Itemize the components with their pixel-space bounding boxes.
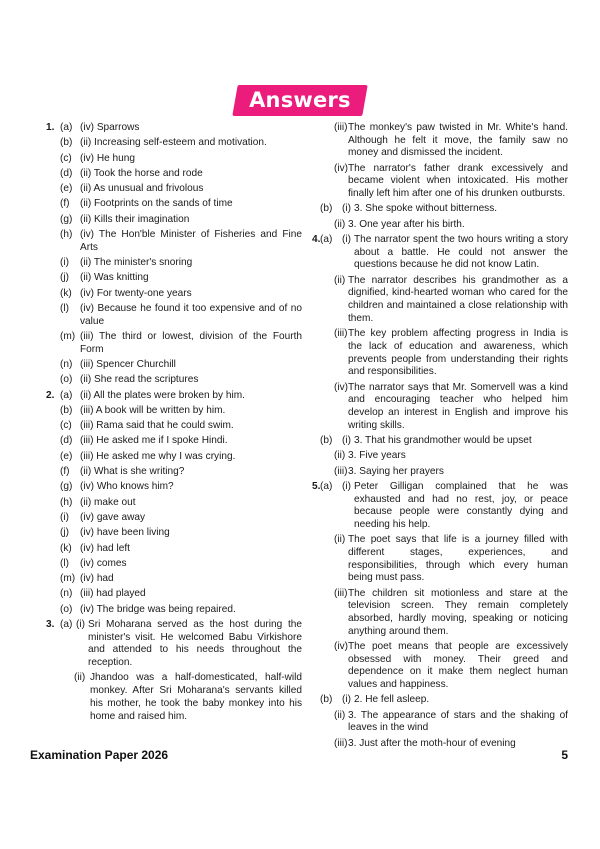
part-label: (a) bbox=[320, 234, 333, 245]
footer-title: Examination Paper 2026 bbox=[30, 748, 169, 762]
answers-heading: Answers bbox=[249, 88, 351, 112]
subpart-label: (iii) bbox=[334, 465, 348, 477]
answer-item bbox=[312, 203, 568, 216]
answer-text: (ii) She read the scriptures bbox=[80, 374, 199, 386]
part-label: (n) bbox=[60, 588, 73, 600]
question-number: 2. bbox=[46, 389, 55, 401]
part-label: (j) bbox=[60, 527, 69, 539]
subpart-label: (i) bbox=[342, 203, 351, 215]
part-label: (g) bbox=[60, 481, 73, 493]
part-label: (i) bbox=[60, 257, 69, 269]
answer-item bbox=[312, 481, 568, 532]
subpart-label: (i) bbox=[76, 619, 85, 631]
answer-item bbox=[312, 328, 568, 379]
answer-item bbox=[46, 137, 302, 150]
answer-text: (iv) The Hon'ble Minister of Fisheries and Fine Arts bbox=[80, 229, 302, 253]
answer-item bbox=[312, 163, 568, 201]
answer-item bbox=[312, 234, 568, 272]
part-label: (a) bbox=[60, 122, 73, 133]
subpart-label: (iii) bbox=[334, 587, 348, 599]
answer-item bbox=[46, 588, 302, 601]
answer-item bbox=[312, 738, 568, 751]
part-label: (n) bbox=[60, 358, 73, 370]
subpart-label: (iv) bbox=[334, 641, 349, 653]
part-label: (a) bbox=[60, 389, 73, 401]
answer-item bbox=[46, 303, 302, 328]
answer-text: The narrator's father drank excessively and became violent when intoxicated. His mother finally left him after one of his drunken outbursts. bbox=[348, 162, 568, 200]
answer-item bbox=[46, 153, 302, 166]
answer-item bbox=[46, 183, 302, 196]
answer-text: (iv) The bridge was being repaired. bbox=[80, 603, 236, 615]
answer-text: (iii) had played bbox=[80, 588, 146, 600]
answer-item bbox=[312, 710, 568, 735]
part-label: (i) bbox=[60, 511, 69, 523]
answer-item bbox=[312, 534, 568, 585]
answer-item bbox=[46, 198, 302, 211]
subpart-label: (iv) bbox=[334, 162, 349, 174]
answer-text: The monkey's paw twisted in Mr. White's hand. Although he felt it move, the family saw no money and dismissed the incident. bbox=[348, 122, 568, 159]
part-label: (f) bbox=[60, 198, 70, 210]
answer-item bbox=[46, 527, 302, 540]
part-label: (e) bbox=[60, 450, 73, 462]
page-number: 5 bbox=[561, 748, 568, 762]
answer-item bbox=[312, 435, 568, 448]
answers-left-column bbox=[46, 122, 302, 726]
title-banner bbox=[0, 85, 600, 116]
answer-item bbox=[46, 466, 302, 479]
answer-item bbox=[46, 257, 302, 270]
answer-item bbox=[46, 672, 302, 723]
answer-item bbox=[46, 481, 302, 494]
subpart-label: (iii) bbox=[334, 737, 348, 749]
part-label: (j) bbox=[60, 272, 69, 284]
part-label: (b) bbox=[320, 434, 333, 446]
answer-text: (ii) Kills their imagination bbox=[80, 213, 190, 225]
answer-item bbox=[46, 288, 302, 301]
answer-text: (iv) had bbox=[80, 573, 114, 585]
answer-item bbox=[46, 374, 302, 387]
answer-text: 3. Five years bbox=[348, 450, 406, 462]
part-label: (o) bbox=[60, 374, 73, 386]
answer-text: (iv) comes bbox=[80, 557, 127, 569]
answer-text: 3. One year after his birth. bbox=[348, 218, 465, 230]
answer-text: (ii) Increasing self-esteem and motivation. bbox=[80, 137, 267, 149]
answer-item bbox=[46, 573, 302, 586]
part-label: (c) bbox=[60, 152, 72, 164]
answer-item bbox=[46, 619, 302, 670]
answer-item bbox=[312, 219, 568, 232]
answer-text: (iii) Rama said that he could swim. bbox=[80, 420, 234, 432]
answer-text: (ii) All the plates were broken by him. bbox=[80, 389, 245, 401]
part-label: (b) bbox=[60, 137, 73, 149]
answer-item bbox=[312, 122, 568, 160]
answer-text: The narrator describes his grandmother as a dignified, kind-hearted woman who cared for the children and maintained a close relationship with them. bbox=[348, 274, 568, 324]
answer-item bbox=[46, 405, 302, 418]
part-label: (k) bbox=[60, 542, 72, 554]
subpart-label: (iv) bbox=[334, 381, 349, 393]
answer-text: (iv) have been living bbox=[80, 527, 170, 539]
answer-text: (iii) He asked me if I spoke Hindi. bbox=[80, 435, 228, 447]
question-number: 1. bbox=[46, 122, 55, 133]
answer-item bbox=[46, 229, 302, 254]
answer-item bbox=[46, 604, 302, 617]
answer-text: (iv) For twenty-one years bbox=[80, 287, 192, 299]
answer-item bbox=[46, 435, 302, 448]
answer-item bbox=[46, 168, 302, 181]
question-number: 4. bbox=[312, 234, 321, 245]
answer-text: Peter Gilligan complained that he was exhausted and had no rest, joy, or peace because people were constantly dying and needing his help. bbox=[354, 480, 568, 530]
subpart-label: (ii) bbox=[334, 450, 346, 462]
answer-text: The narrator says that Mr. Somervell was a kind and encouraging teacher who helped him develop an interest in English and improve his writing skills. bbox=[348, 381, 568, 431]
part-label: (k) bbox=[60, 287, 72, 299]
subpart-label: (ii) bbox=[334, 709, 346, 721]
answer-text: (iii) The third or lowest, division of the Fourth Form bbox=[80, 330, 302, 355]
question-number: 5. bbox=[312, 480, 321, 492]
answers-right-column bbox=[312, 122, 568, 753]
subpart-label: (ii) bbox=[334, 274, 346, 286]
part-label: (a) bbox=[60, 619, 73, 631]
answer-item bbox=[312, 382, 568, 433]
part-label: (g) bbox=[60, 213, 73, 225]
part-label: (l) bbox=[60, 302, 69, 314]
answer-text: (ii) Footprints on the sands of time bbox=[80, 198, 233, 210]
answer-text: (iv) Who knows him? bbox=[80, 481, 174, 493]
answer-text: (ii) The minister's snoring bbox=[80, 257, 193, 269]
subpart-label: (i) bbox=[342, 234, 351, 245]
answer-item bbox=[46, 272, 302, 285]
answer-item bbox=[312, 450, 568, 463]
answer-item bbox=[46, 359, 302, 372]
answer-item bbox=[46, 331, 302, 356]
answer-text: (ii) As unusual and frivolous bbox=[80, 183, 204, 195]
answer-text: (ii) What is she writing? bbox=[80, 466, 185, 478]
subpart-label: (i) bbox=[342, 434, 351, 446]
answer-item bbox=[46, 390, 302, 403]
answer-text: (iv) had left bbox=[80, 542, 130, 554]
answers-heading-box bbox=[232, 85, 367, 116]
part-label: (d) bbox=[60, 435, 73, 447]
answer-text: Sri Moharana served as the host during the minister's visit. He welcomed Babu Virkishore and attended to his needs throughout the reception. bbox=[88, 619, 302, 669]
answer-item bbox=[46, 214, 302, 227]
part-label: (b) bbox=[320, 694, 333, 706]
answer-text: The narrator spent the two hours writing a story about a battle. He could not answer the questions because he did not know Latin. bbox=[354, 234, 568, 271]
subpart-label: (ii) bbox=[334, 534, 346, 546]
answer-text: The children sit motionless and stare at the television screen. They remain completely absorbed, hardly moving, speaking or noticing anything around them. bbox=[348, 587, 568, 637]
part-label: (o) bbox=[60, 603, 73, 615]
answer-text: The poet says that life is a journey filled with different stages, experiences, and responsibilities, through which every human being must pass. bbox=[348, 534, 568, 584]
answer-text: (ii) make out bbox=[80, 496, 136, 508]
part-label: (d) bbox=[60, 167, 73, 179]
answer-item bbox=[312, 275, 568, 326]
answer-text: The key problem affecting progress in India is the lack of education and awareness, which prevents people from understanding their rights and responsibilities. bbox=[348, 328, 568, 378]
answer-text: (iv) He hung bbox=[80, 152, 135, 164]
part-label: (a) bbox=[320, 480, 333, 492]
answer-text: (ii) Took the horse and rode bbox=[80, 167, 203, 179]
answer-item bbox=[312, 588, 568, 639]
part-label: (m) bbox=[60, 573, 76, 585]
answer-item bbox=[312, 641, 568, 692]
part-label: (c) bbox=[60, 420, 72, 432]
answer-text: 3. Just after the moth-hour of evening bbox=[348, 737, 516, 749]
answer-text: (iv) Because he found it too expensive and of no value bbox=[80, 302, 302, 327]
answer-text: (iii) He asked me why I was crying. bbox=[80, 450, 236, 462]
part-label: (b) bbox=[320, 203, 333, 215]
part-label: (b) bbox=[60, 404, 73, 416]
question-number: 3. bbox=[46, 619, 55, 631]
answer-text: Jhandoo was a half-domesticated, half-wild monkey. After Sri Moharana's servants killed his mother, he took the baby monkey into his home and raised him. bbox=[90, 672, 302, 722]
subpart-label: (ii) bbox=[74, 672, 86, 684]
answer-text: 3. She spoke without bitterness. bbox=[354, 203, 498, 215]
answer-text: (iv) gave away bbox=[80, 511, 146, 523]
answer-item bbox=[46, 122, 302, 135]
answer-text: (iv) Sparrows bbox=[80, 122, 140, 133]
answer-text: (ii) Was knitting bbox=[80, 272, 149, 284]
subpart-label: (i) bbox=[342, 480, 351, 492]
answer-item bbox=[312, 694, 568, 707]
part-label: (m) bbox=[60, 330, 76, 342]
answer-text: 3. That his grandmother would be upset bbox=[354, 434, 532, 446]
answer-item bbox=[46, 497, 302, 510]
answer-text: (iii) Spencer Churchill bbox=[80, 358, 176, 370]
part-label: (l) bbox=[60, 557, 69, 569]
answer-item bbox=[46, 558, 302, 571]
answer-text: 3. Saying her prayers bbox=[348, 465, 444, 477]
subpart-label: (i) bbox=[342, 694, 351, 706]
part-label: (h) bbox=[60, 496, 73, 508]
answer-item bbox=[46, 543, 302, 556]
answer-text: 2. He fell asleep. bbox=[354, 694, 430, 706]
answer-item bbox=[46, 512, 302, 525]
part-label: (e) bbox=[60, 183, 73, 195]
answer-text: (iii) A book will be written by him. bbox=[80, 404, 226, 416]
answer-item bbox=[46, 420, 302, 433]
part-label: (h) bbox=[60, 229, 73, 241]
subpart-label: (ii) bbox=[334, 218, 346, 230]
answer-text: The poet means that people are excessively obsessed with money. Their greed and dependence on it make them neglect human values and happiness. bbox=[348, 641, 568, 691]
answer-item bbox=[46, 451, 302, 464]
subpart-label: (iii) bbox=[334, 328, 348, 340]
subpart-label: (iii) bbox=[334, 122, 348, 133]
part-label: (f) bbox=[60, 466, 70, 478]
answer-text: 3. The appearance of stars and the shaking of leaves in the wind bbox=[348, 709, 568, 734]
answer-item bbox=[312, 466, 568, 479]
